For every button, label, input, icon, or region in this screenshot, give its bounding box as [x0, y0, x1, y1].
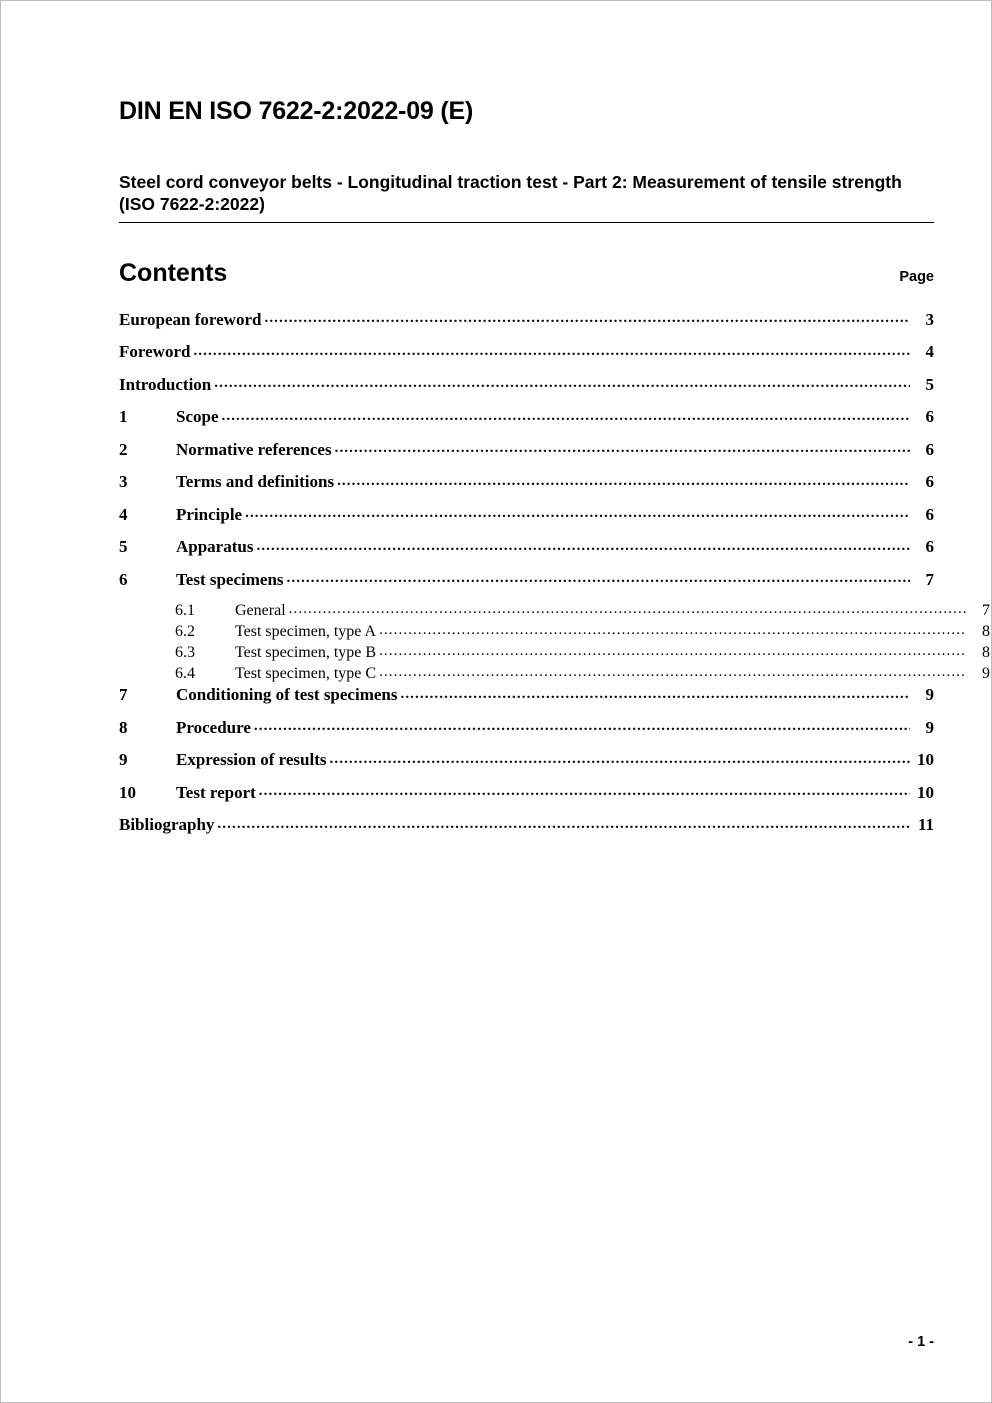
toc-entry-label: European foreword — [119, 309, 262, 329]
toc-entry-number: 10 — [119, 782, 136, 802]
toc-entry[interactable] — [119, 310, 934, 330]
toc-entry-number: 6.3 — [175, 644, 195, 662]
toc-leader-dots — [287, 573, 910, 590]
toc-leader-dots — [379, 667, 966, 683]
toc-leader-dots — [214, 378, 910, 395]
toc-entry-label: Test report — [176, 782, 256, 802]
toc-leader-dots — [259, 786, 910, 803]
toc-leader-dots — [289, 604, 966, 620]
toc-entry-number: 6.4 — [175, 665, 195, 683]
toc-entry-label: Foreword — [119, 342, 191, 362]
toc-leader-dots — [400, 688, 910, 705]
toc-entry-label: Principle — [176, 504, 243, 524]
toc-entry[interactable] — [119, 750, 934, 770]
toc-leader-dots — [256, 540, 910, 557]
toc-entry[interactable] — [119, 537, 934, 557]
toc-entry[interactable] — [119, 505, 934, 525]
toc-entry-page: 6 — [925, 504, 934, 524]
toc-entry[interactable] — [119, 623, 990, 641]
toc-entry[interactable] — [119, 718, 934, 738]
toc-leader-dots — [245, 508, 910, 525]
toc-entry-number: 6 — [119, 569, 128, 589]
toc-leader-dots — [335, 443, 910, 460]
page-content — [119, 1, 990, 848]
toc-entry-label: Apparatus — [176, 537, 254, 557]
toc-entry[interactable] — [119, 665, 990, 683]
toc-entry-number: 7 — [119, 685, 128, 705]
toc-entry[interactable] — [119, 570, 934, 590]
toc-entry-label: Scope — [176, 407, 219, 427]
toc-entry-label: Test specimen, type A — [235, 623, 377, 641]
toc-entry-page: 5 — [925, 374, 934, 394]
toc-entry[interactable] — [119, 815, 934, 835]
toc-entry-number: 4 — [119, 504, 128, 524]
toc-entry-page: 3 — [925, 309, 934, 329]
toc-entry-label: Expression of results — [176, 750, 327, 770]
toc-entry-page: 6 — [925, 407, 934, 427]
toc-entry-label: Procedure — [176, 717, 251, 737]
toc-entry-label: Test specimen, type B — [235, 644, 377, 662]
toc-entry-label: General — [235, 602, 286, 620]
toc-entry-number: 6.2 — [175, 623, 195, 641]
toc-entry-label: Bibliography — [119, 815, 215, 835]
toc-leader-dots — [264, 313, 910, 330]
toc-entry[interactable] — [119, 407, 934, 427]
toc-entry-number: 1 — [119, 407, 128, 427]
toc-entry[interactable] — [119, 472, 934, 492]
toc-entry-number: 3 — [119, 472, 128, 492]
toc-leader-dots — [379, 625, 966, 641]
toc-entry-page: 9 — [982, 665, 990, 683]
toc-entry[interactable] — [119, 644, 990, 662]
table-of-contents — [119, 309, 990, 836]
toc-entry-page: 7 — [925, 569, 934, 589]
toc-entry-label: Normative references — [176, 439, 332, 459]
footer-page-number: - 1 - — [908, 1334, 934, 1350]
toc-entry-number: 2 — [119, 439, 128, 459]
toc-entry[interactable] — [119, 685, 934, 705]
toc-entry-page: 6 — [925, 439, 934, 459]
toc-leader-dots — [222, 410, 911, 427]
toc-entry-page: 10 — [917, 750, 934, 770]
toc-entry-page: 8 — [982, 623, 990, 641]
toc-entry[interactable] — [119, 440, 934, 460]
toc-entry-page: 8 — [982, 644, 990, 662]
toc-entry-number: 5 — [119, 537, 128, 557]
toc-entry-number: 8 — [119, 717, 128, 737]
toc-entry-page: 6 — [925, 472, 934, 492]
toc-leader-dots — [193, 345, 910, 362]
toc-entry-label: Terms and definitions — [176, 472, 335, 492]
toc-entry-page: 9 — [925, 685, 934, 705]
toc-entry-page: 11 — [917, 815, 934, 835]
document-title: Steel cord conveyor belts - Longitudinal traction test - Part 2: Measurement of tensile strength (ISO 7622-2:2022) — [119, 171, 934, 223]
toc-entry-page: 10 — [917, 782, 934, 802]
contents-heading: Contents — [119, 258, 228, 287]
page-column-label: Page — [899, 268, 934, 285]
toc-entry[interactable] — [119, 342, 934, 362]
contents-header-row — [119, 259, 934, 288]
toc-entry-label: Introduction — [119, 374, 212, 394]
toc-entry-page: 6 — [925, 537, 934, 557]
toc-leader-dots — [330, 753, 910, 770]
toc-entry-page: 9 — [925, 717, 934, 737]
toc-entry-number: 6.1 — [175, 602, 195, 620]
toc-entry[interactable] — [119, 783, 934, 803]
toc-leader-dots — [379, 646, 966, 662]
toc-leader-dots — [217, 818, 910, 835]
toc-entry-page: 7 — [982, 602, 990, 620]
toc-leader-dots — [254, 721, 910, 738]
toc-leader-dots — [337, 475, 910, 492]
document-number: DIN EN ISO 7622-2:2022-09 (E) — [119, 97, 474, 125]
toc-entry[interactable] — [119, 375, 934, 395]
toc-entry-page: 4 — [925, 342, 934, 362]
toc-entry-label: Conditioning of test specimens — [176, 685, 398, 705]
toc-entry[interactable] — [119, 602, 990, 620]
toc-entry-number: 9 — [119, 750, 128, 770]
toc-entry-label: Test specimens — [176, 569, 284, 589]
toc-entry-label: Test specimen, type C — [235, 665, 377, 683]
